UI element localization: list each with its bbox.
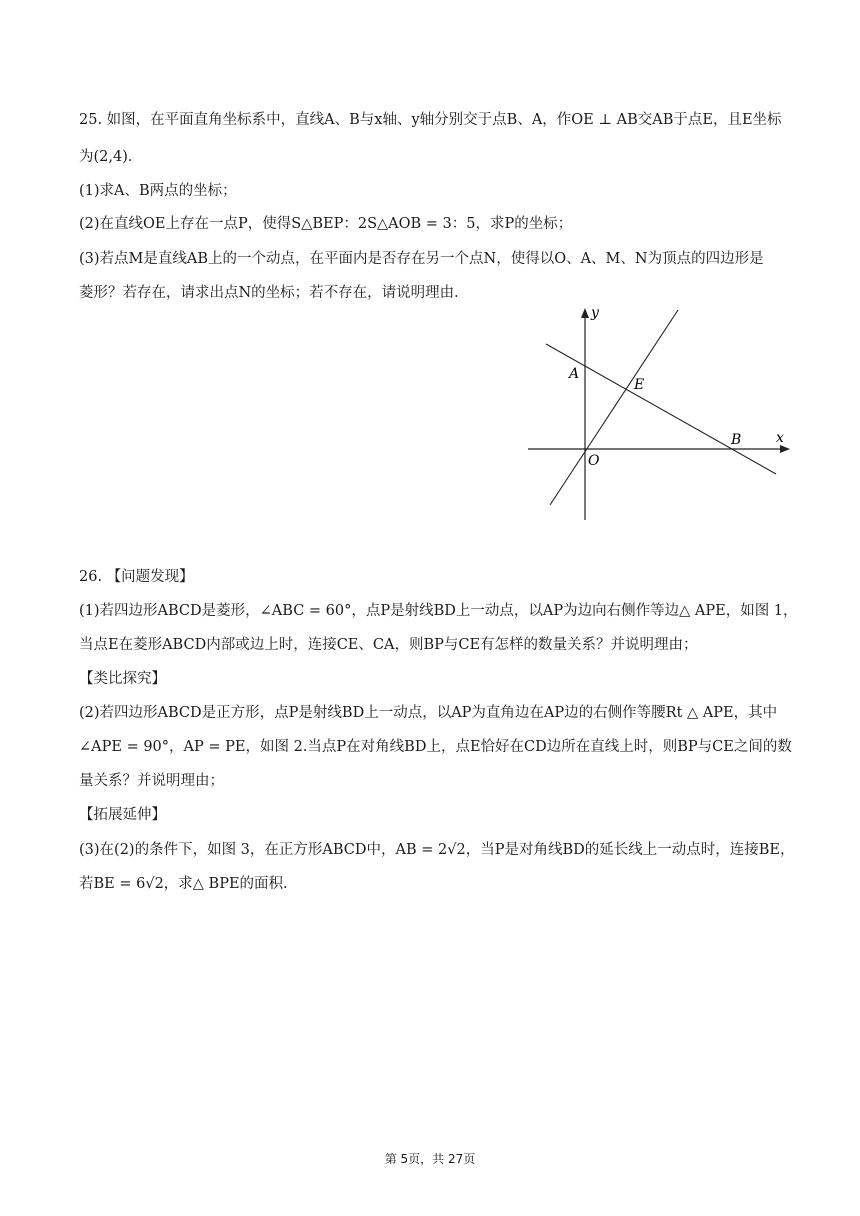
q26-part-2-line-3: 量关系？并说明理由； <box>79 773 224 789</box>
q25-line-2: 为(2,4)． <box>79 149 143 165</box>
q26-heading: 26. 【问题发现】 <box>79 569 194 585</box>
q25-part-3-line-1: (3)若点M是直线AB上的一个动点，在平面内是否存在另一个点N，使得以O、A、M、N为顶点的四边形是 <box>79 251 764 267</box>
q26-part-1-line-1: (1)若四边形ABCD是菱形，∠ABC = 60°，点P是射线BD上一动点，以AP为边向右侧作等边△ APE，如图 1， <box>79 603 798 619</box>
q25-part-2: (2)在直线OE上存在一点P，使得S△BEP：2S△AOB = 3：5，求P的坐标； <box>79 216 573 232</box>
q26-part-2-line-2: ∠APE = 90°，AP = PE，如图 2.当点P在对角线BD上，点E恰好在CD边所在直线上时，则BP与CE之间的数 <box>79 739 792 755</box>
label-a: A <box>569 366 580 382</box>
q26-part-1-line-2: 当点E在菱形ABCD内部或边上时，连接CE、CA，则BP与CE有怎样的数量关系？并说明理由； <box>79 637 698 653</box>
label-b: B <box>731 432 742 448</box>
q25-part-1: (1)求A、B两点的坐标； <box>79 183 237 199</box>
label-e: E <box>634 377 645 393</box>
q25-line-1: 25. 如图，在平面直角坐标系中，直线A、B与x轴、y轴分别交于点B、A，作OE ⊥ AB交AB于点E，且E坐标 <box>79 112 782 128</box>
label-y: y <box>591 305 599 321</box>
coordinate-figure <box>520 300 800 530</box>
y-axis-arrow <box>581 308 589 318</box>
q26-part-2-line-1: (2)若四边形ABCD是正方形，点P是射线BD上一动点，以AP为直角边在AP边的右侧作等腰Rt △ APE，其中 <box>79 705 778 721</box>
q26-part-3-line-2: 若BE = 6√2，求△ BPE的面积. <box>79 876 288 892</box>
x-axis-arrow <box>780 445 790 453</box>
q25-figure <box>520 300 800 530</box>
q26-section-extension: 【拓展延伸】 <box>79 807 166 823</box>
q25-part-3-line-2: 菱形？若存在，请求出点N的坐标；若不存在，请说明理由． <box>79 285 469 301</box>
label-o: O <box>588 453 600 469</box>
line-ab <box>546 344 776 474</box>
q26-part-3-line-1: (3)在(2)的条件下，如图 3，在正方形ABCD中，AB = 2√2，当P是对角线BD的延长线上一动点时，连接BE， <box>79 842 795 858</box>
q26-section-analogy: 【类比探究】 <box>79 671 166 687</box>
page-footer: 第 5页，共 27页 <box>384 1152 476 1166</box>
label-x: x <box>776 430 784 446</box>
